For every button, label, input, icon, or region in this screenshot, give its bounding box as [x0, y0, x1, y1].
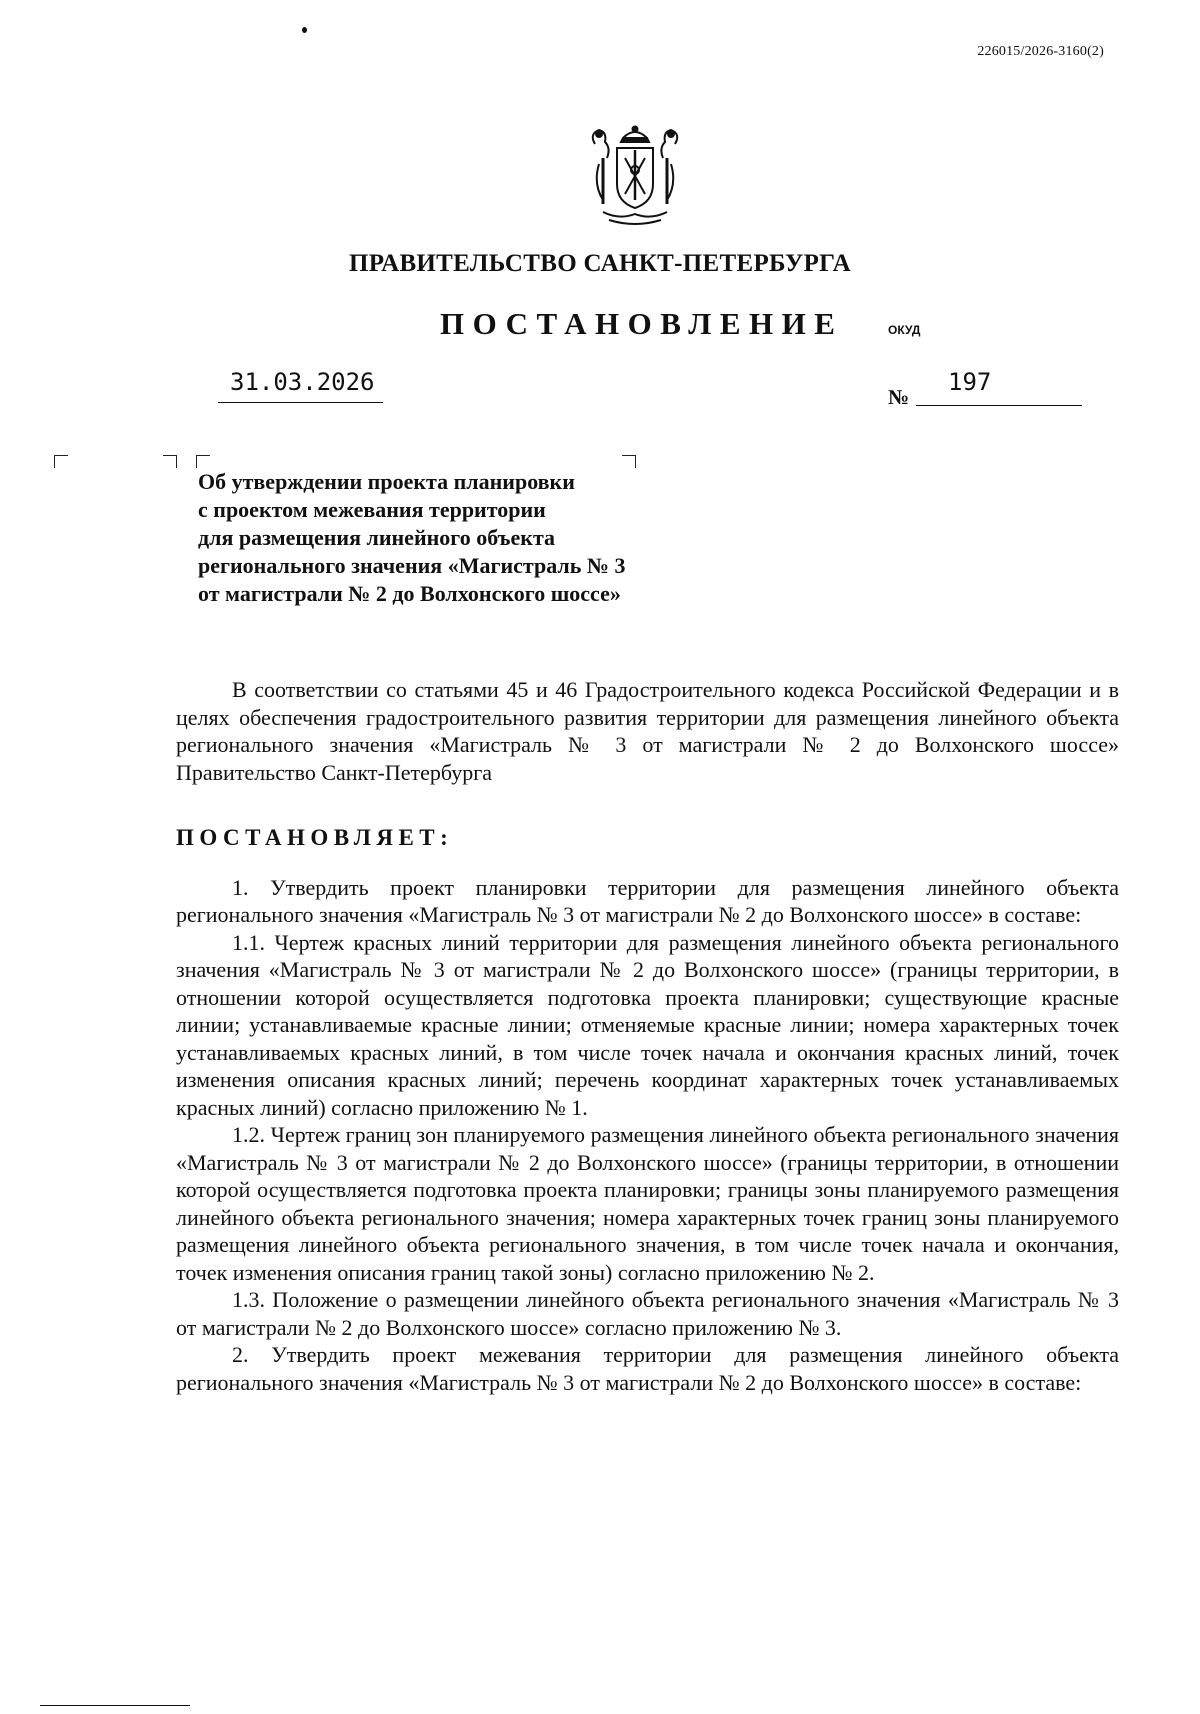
body-paragraph: 1.3. Положение о размещении линейного объекта регионального значения «Магистраль № 3 от магистрали № 2 до Волхонского шоссе» согласно приложению № 3. — [176, 1287, 1119, 1340]
bottom-rule — [40, 1705, 190, 1706]
corner-mark — [54, 455, 68, 468]
government-title: ПРАВИТЕЛЬСТВО САНКТ-ПЕТЕРБУРГА — [348, 250, 852, 277]
body-paragraph: 2. Утвердить проект межевания территории для размещения линейного объекта регионального значения «Магистраль № 3 от магистрали № 2 до Волхонского шоссе» в составе: — [176, 1342, 1119, 1395]
date-underline — [218, 402, 383, 403]
preamble-paragraph: В соответствии со статьями 45 и 46 Градостроительного кодекса Российской Федерации и в целях обеспечения градостроительного развития территории для размещения линейного объекта регионального значения «Магистраль № 3 от магистрали № 2 до Волхонского шоссе» Правительство Санкт-Петербурга — [176, 677, 1119, 785]
document-date: 31.03.2026 — [230, 368, 375, 396]
subject-line: для размещения линейного объекта — [198, 525, 556, 550]
number-sign: № — [888, 385, 910, 409]
document-body — [176, 676, 1119, 1396]
corner-mark — [163, 455, 177, 468]
scan-speck — [302, 27, 307, 33]
corner-mark — [622, 455, 636, 468]
subject-block — [198, 468, 718, 608]
subject-line: с проектом межевания территории — [198, 497, 546, 522]
subject-line: от магистрали № 2 до Волхонского шоссе» — [198, 581, 621, 606]
number-underline — [916, 405, 1082, 406]
document-number: 197 — [948, 368, 992, 396]
corner-mark — [196, 455, 210, 468]
document-id: 226015/2026-3160(2) — [977, 44, 1104, 59]
subject-line: Об утверждении проекта планировки — [198, 469, 575, 494]
act-type-heading: ПОСТАНОВЛЕНИЕ — [440, 306, 844, 341]
body-paragraph: 1. Утвердить проект планировки территории для размещения линейного объекта регионального значения «Магистраль № 3 от магистрали № 2 до Волхонского шоссе» в составе: — [176, 874, 1119, 927]
subject-line: регионального значения «Магистраль № 3 — [198, 553, 626, 578]
body-paragraph: 1.2. Чертеж границ зон планируемого размещения линейного объекта регионального значения «Магистраль № 3 от магистрали № 2 до Волхонского шоссе» (границы территории, в отношении которой осуществляется подготовка проекта планировки; границы зоны планируемого размещения линейного объекта регионального значения; номера характерных точек границ зоны планируемого размещения линейного объекта регионального значения, в том числе точек начала и окончания, точек изменения описания границ такой зоны) согласно приложению № 2. — [176, 1122, 1119, 1285]
spb-coat-of-arms-icon — [585, 124, 685, 230]
okud-label: ОКУД — [888, 323, 921, 337]
body-paragraph: 1.1. Чертеж красных линий территории для размещения линейного объекта регионального значения «Магистраль № 3 от магистрали № 2 до Волхонского шоссе» (границы территории, в отношении которой осуществляется подготовка проекта планировки; существующие красные линии; устанавливаемые красные линии; отменяемые красные линии; номера характерных точек устанавливаемых красных линий, в том числе точек начала и окончания красных линий, точек изменения описания красных линий; перечень координат характерных точек устанавливаемых красных линий) согласно приложению № 1. — [176, 929, 1119, 1120]
resolves-heading: ПОСТАНОВЛЯЕТ: — [176, 825, 454, 850]
